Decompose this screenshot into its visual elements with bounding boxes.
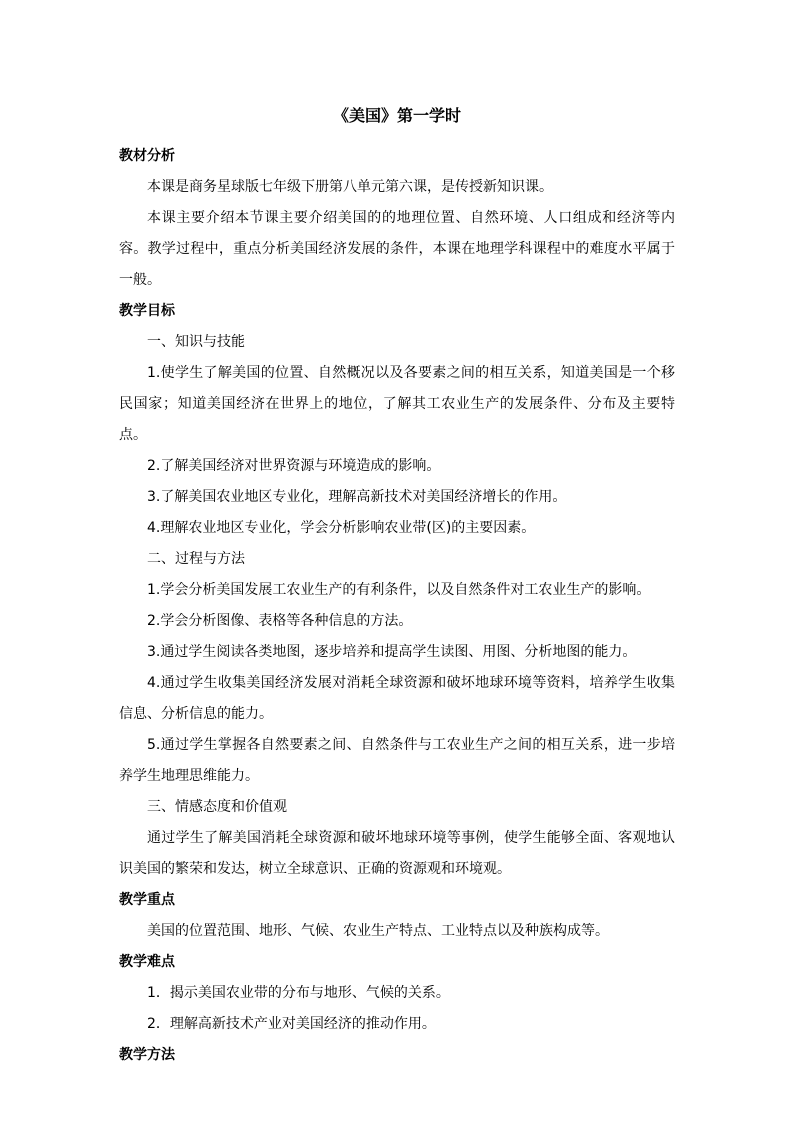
list-item: 4.通过学生收集美国经济发展对消耗全球资源和破坏地球环境等资料，培养学生收集信息、分析信息的能力。	[119, 675, 675, 722]
list-item: 2.了解美国经济对世界资源与环境造成的影响。	[147, 458, 441, 474]
section-heading-method: 教学方法	[119, 1047, 175, 1063]
paragraph: 本课主要介绍本节课主要介绍美国的的地理位置、自然环境、人口组成和经济等内容。教学过程中，重点分析美国经济发展的条件，本课在地理学科课程中的难度水平属于一般。	[119, 210, 675, 288]
section-heading-key: 教学重点	[119, 892, 175, 908]
list-item: 4.理解农业地区专业化，学会分析影响农业带(区)的主要因素。	[147, 520, 536, 536]
list-item: 3.了解美国农业地区专业化，理解高新技术对美国经济增长的作用。	[147, 489, 567, 505]
list-item: 1.使学生了解美国的位置、自然概况以及各要素之间的相互关系，知道美国是一个移民国家；知道美国经济在世界上的地位，了解其工农业生产的发展条件、分布及主要特点。	[119, 365, 675, 443]
section-heading-difficult: 教学难点	[119, 954, 175, 970]
section-heading-analysis: 教材分析	[119, 148, 175, 164]
list-item: 3.通过学生阅读各类地图，逐步培养和提高学生读图、用图、分析地图的能力。	[147, 644, 637, 660]
paragraph: 美国的位置范围、地形、气候、农业生产特点、工业特点以及种族构成等。	[147, 923, 609, 939]
list-item: 1．揭示美国农业带的分布与地形、气候的关系。	[147, 985, 450, 1001]
subheading: 二、过程与方法	[147, 551, 245, 567]
page-title: 《美国》第一学时	[332, 106, 461, 125]
subheading: 三、情感态度和价值观	[147, 799, 287, 815]
list-item: 2.学会分析图像、表格等各种信息的方法。	[147, 613, 413, 629]
document-body	[119, 141, 675, 1071]
list-item: 2．理解高新技术产业对美国经济的推动作用。	[147, 1016, 436, 1032]
paragraph: 通过学生了解美国消耗全球资源和破坏地球环境等事例，使学生能够全面、客观地认识美国的繁荣和发达，树立全球意识、正确的资源观和环境观。	[119, 830, 675, 877]
paragraph: 本课是商务星球版七年级下册第八单元第六课，是传授新知识课。	[147, 179, 553, 195]
subheading: 一、知识与技能	[147, 334, 245, 350]
list-item: 5.通过学生掌握各自然要素之间、自然条件与工农业生产之间的相互关系，进一步培养学生地理思维能力。	[119, 737, 675, 784]
section-heading-goals: 教学目标	[119, 303, 175, 319]
list-item: 1.学会分析美国发展工农业生产的有利条件，以及自然条件对工农业生产的影响。	[147, 582, 651, 598]
